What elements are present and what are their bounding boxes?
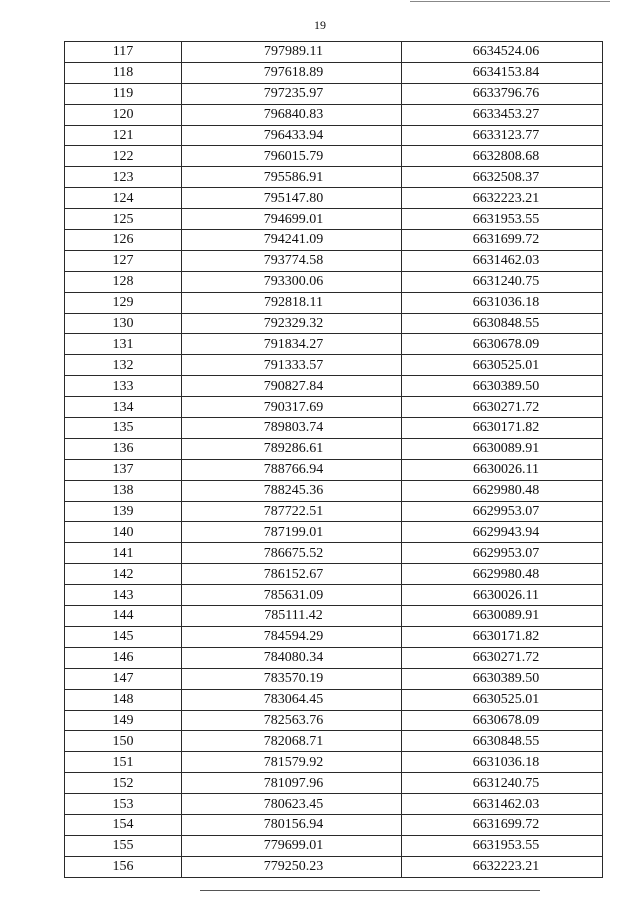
table-row bbox=[65, 564, 603, 585]
x-coordinate-cell: 790317.69 bbox=[182, 397, 402, 418]
x-coordinate-cell: 787199.01 bbox=[182, 522, 402, 543]
point-number-cell: 145 bbox=[65, 626, 182, 647]
point-number-cell: 136 bbox=[65, 438, 182, 459]
coordinates-table-body bbox=[65, 42, 603, 878]
x-coordinate-cell: 783064.45 bbox=[182, 689, 402, 710]
y-coordinate-cell: 6629953.07 bbox=[402, 543, 603, 564]
table-row bbox=[65, 418, 603, 439]
point-number-cell: 146 bbox=[65, 647, 182, 668]
table-row bbox=[65, 104, 603, 125]
table-row bbox=[65, 710, 603, 731]
point-number-cell: 137 bbox=[65, 459, 182, 480]
point-number-cell: 156 bbox=[65, 856, 182, 877]
table-row bbox=[65, 292, 603, 313]
point-number-cell: 143 bbox=[65, 585, 182, 606]
table-row bbox=[65, 794, 603, 815]
table-row bbox=[65, 397, 603, 418]
y-coordinate-cell: 6630525.01 bbox=[402, 355, 603, 376]
y-coordinate-cell: 6630678.09 bbox=[402, 710, 603, 731]
y-coordinate-cell: 6632808.68 bbox=[402, 146, 603, 167]
y-coordinate-cell: 6629943.94 bbox=[402, 522, 603, 543]
point-number-cell: 119 bbox=[65, 83, 182, 104]
table-row bbox=[65, 585, 603, 606]
point-number-cell: 123 bbox=[65, 167, 182, 188]
y-coordinate-cell: 6630389.50 bbox=[402, 376, 603, 397]
table-row bbox=[65, 668, 603, 689]
table-row bbox=[65, 188, 603, 209]
x-coordinate-cell: 780156.94 bbox=[182, 814, 402, 835]
x-coordinate-cell: 790827.84 bbox=[182, 376, 402, 397]
point-number-cell: 148 bbox=[65, 689, 182, 710]
y-coordinate-cell: 6633796.76 bbox=[402, 83, 603, 104]
y-coordinate-cell: 6631036.18 bbox=[402, 292, 603, 313]
point-number-cell: 139 bbox=[65, 501, 182, 522]
y-coordinate-cell: 6632223.21 bbox=[402, 856, 603, 877]
point-number-cell: 118 bbox=[65, 62, 182, 83]
y-coordinate-cell: 6631240.75 bbox=[402, 773, 603, 794]
table-row bbox=[65, 334, 603, 355]
x-coordinate-cell: 797235.97 bbox=[182, 83, 402, 104]
point-number-cell: 124 bbox=[65, 188, 182, 209]
table-row bbox=[65, 376, 603, 397]
table-row bbox=[65, 647, 603, 668]
bottom-rule bbox=[200, 890, 540, 891]
table-row bbox=[65, 355, 603, 376]
point-number-cell: 131 bbox=[65, 334, 182, 355]
x-coordinate-cell: 797618.89 bbox=[182, 62, 402, 83]
point-number-cell: 117 bbox=[65, 42, 182, 63]
y-coordinate-cell: 6629980.48 bbox=[402, 480, 603, 501]
y-coordinate-cell: 6630271.72 bbox=[402, 647, 603, 668]
point-number-cell: 120 bbox=[65, 104, 182, 125]
top-rule bbox=[410, 1, 610, 2]
x-coordinate-cell: 786152.67 bbox=[182, 564, 402, 585]
point-number-cell: 149 bbox=[65, 710, 182, 731]
x-coordinate-cell: 794699.01 bbox=[182, 209, 402, 230]
table-row bbox=[65, 606, 603, 627]
table-row bbox=[65, 230, 603, 251]
y-coordinate-cell: 6630271.72 bbox=[402, 397, 603, 418]
table-row bbox=[65, 689, 603, 710]
x-coordinate-cell: 795147.80 bbox=[182, 188, 402, 209]
y-coordinate-cell: 6630848.55 bbox=[402, 731, 603, 752]
y-coordinate-cell: 6630089.91 bbox=[402, 438, 603, 459]
x-coordinate-cell: 791333.57 bbox=[182, 355, 402, 376]
table-row bbox=[65, 42, 603, 63]
table-row bbox=[65, 752, 603, 773]
y-coordinate-cell: 6630171.82 bbox=[402, 418, 603, 439]
y-coordinate-cell: 6633453.27 bbox=[402, 104, 603, 125]
point-number-cell: 155 bbox=[65, 835, 182, 856]
x-coordinate-cell: 788766.94 bbox=[182, 459, 402, 480]
x-coordinate-cell: 797989.11 bbox=[182, 42, 402, 63]
y-coordinate-cell: 6632223.21 bbox=[402, 188, 603, 209]
point-number-cell: 135 bbox=[65, 418, 182, 439]
x-coordinate-cell: 784594.29 bbox=[182, 626, 402, 647]
x-coordinate-cell: 788245.36 bbox=[182, 480, 402, 501]
point-number-cell: 151 bbox=[65, 752, 182, 773]
y-coordinate-cell: 6631953.55 bbox=[402, 209, 603, 230]
x-coordinate-cell: 796015.79 bbox=[182, 146, 402, 167]
x-coordinate-cell: 787722.51 bbox=[182, 501, 402, 522]
table-row bbox=[65, 125, 603, 146]
x-coordinate-cell: 779250.23 bbox=[182, 856, 402, 877]
x-coordinate-cell: 796433.94 bbox=[182, 125, 402, 146]
table-row bbox=[65, 522, 603, 543]
point-number-cell: 128 bbox=[65, 271, 182, 292]
point-number-cell: 140 bbox=[65, 522, 182, 543]
x-coordinate-cell: 785111.42 bbox=[182, 606, 402, 627]
table-row bbox=[65, 438, 603, 459]
table-row bbox=[65, 626, 603, 647]
table-row bbox=[65, 856, 603, 877]
x-coordinate-cell: 784080.34 bbox=[182, 647, 402, 668]
y-coordinate-cell: 6630525.01 bbox=[402, 689, 603, 710]
point-number-cell: 129 bbox=[65, 292, 182, 313]
table-row bbox=[65, 167, 603, 188]
x-coordinate-cell: 795586.91 bbox=[182, 167, 402, 188]
y-coordinate-cell: 6634153.84 bbox=[402, 62, 603, 83]
table-row bbox=[65, 62, 603, 83]
x-coordinate-cell: 781097.96 bbox=[182, 773, 402, 794]
coordinates-table bbox=[64, 41, 603, 878]
point-number-cell: 127 bbox=[65, 250, 182, 271]
x-coordinate-cell: 791834.27 bbox=[182, 334, 402, 355]
x-coordinate-cell: 794241.09 bbox=[182, 230, 402, 251]
point-number-cell: 122 bbox=[65, 146, 182, 167]
table-row bbox=[65, 146, 603, 167]
point-number-cell: 125 bbox=[65, 209, 182, 230]
point-number-cell: 154 bbox=[65, 814, 182, 835]
table-row bbox=[65, 501, 603, 522]
x-coordinate-cell: 783570.19 bbox=[182, 668, 402, 689]
table-row bbox=[65, 209, 603, 230]
x-coordinate-cell: 796840.83 bbox=[182, 104, 402, 125]
x-coordinate-cell: 785631.09 bbox=[182, 585, 402, 606]
y-coordinate-cell: 6634524.06 bbox=[402, 42, 603, 63]
table-row bbox=[65, 459, 603, 480]
y-coordinate-cell: 6631462.03 bbox=[402, 794, 603, 815]
point-number-cell: 133 bbox=[65, 376, 182, 397]
x-coordinate-cell: 786675.52 bbox=[182, 543, 402, 564]
table-row bbox=[65, 480, 603, 501]
y-coordinate-cell: 6630848.55 bbox=[402, 313, 603, 334]
x-coordinate-cell: 782563.76 bbox=[182, 710, 402, 731]
x-coordinate-cell: 793300.06 bbox=[182, 271, 402, 292]
y-coordinate-cell: 6631036.18 bbox=[402, 752, 603, 773]
point-number-cell: 138 bbox=[65, 480, 182, 501]
y-coordinate-cell: 6630678.09 bbox=[402, 334, 603, 355]
table-row bbox=[65, 814, 603, 835]
table-row bbox=[65, 271, 603, 292]
x-coordinate-cell: 780623.45 bbox=[182, 794, 402, 815]
table-row bbox=[65, 773, 603, 794]
y-coordinate-cell: 6632508.37 bbox=[402, 167, 603, 188]
x-coordinate-cell: 781579.92 bbox=[182, 752, 402, 773]
point-number-cell: 144 bbox=[65, 606, 182, 627]
table-row bbox=[65, 835, 603, 856]
point-number-cell: 134 bbox=[65, 397, 182, 418]
table-row bbox=[65, 83, 603, 104]
table-row bbox=[65, 250, 603, 271]
y-coordinate-cell: 6631462.03 bbox=[402, 250, 603, 271]
y-coordinate-cell: 6633123.77 bbox=[402, 125, 603, 146]
point-number-cell: 121 bbox=[65, 125, 182, 146]
y-coordinate-cell: 6629953.07 bbox=[402, 501, 603, 522]
table-row bbox=[65, 313, 603, 334]
y-coordinate-cell: 6630026.11 bbox=[402, 585, 603, 606]
y-coordinate-cell: 6630389.50 bbox=[402, 668, 603, 689]
x-coordinate-cell: 782068.71 bbox=[182, 731, 402, 752]
point-number-cell: 126 bbox=[65, 230, 182, 251]
x-coordinate-cell: 779699.01 bbox=[182, 835, 402, 856]
y-coordinate-cell: 6629980.48 bbox=[402, 564, 603, 585]
point-number-cell: 153 bbox=[65, 794, 182, 815]
point-number-cell: 130 bbox=[65, 313, 182, 334]
y-coordinate-cell: 6631699.72 bbox=[402, 230, 603, 251]
x-coordinate-cell: 789286.61 bbox=[182, 438, 402, 459]
point-number-cell: 147 bbox=[65, 668, 182, 689]
page-number: 19 bbox=[314, 18, 326, 32]
x-coordinate-cell: 792329.32 bbox=[182, 313, 402, 334]
y-coordinate-cell: 6631699.72 bbox=[402, 814, 603, 835]
y-coordinate-cell: 6631240.75 bbox=[402, 271, 603, 292]
x-coordinate-cell: 792818.11 bbox=[182, 292, 402, 313]
point-number-cell: 141 bbox=[65, 543, 182, 564]
y-coordinate-cell: 6630171.82 bbox=[402, 626, 603, 647]
point-number-cell: 152 bbox=[65, 773, 182, 794]
x-coordinate-cell: 793774.58 bbox=[182, 250, 402, 271]
x-coordinate-cell: 789803.74 bbox=[182, 418, 402, 439]
y-coordinate-cell: 6630026.11 bbox=[402, 459, 603, 480]
y-coordinate-cell: 6631953.55 bbox=[402, 835, 603, 856]
table-row bbox=[65, 731, 603, 752]
y-coordinate-cell: 6630089.91 bbox=[402, 606, 603, 627]
point-number-cell: 142 bbox=[65, 564, 182, 585]
table-row bbox=[65, 543, 603, 564]
point-number-cell: 132 bbox=[65, 355, 182, 376]
point-number-cell: 150 bbox=[65, 731, 182, 752]
